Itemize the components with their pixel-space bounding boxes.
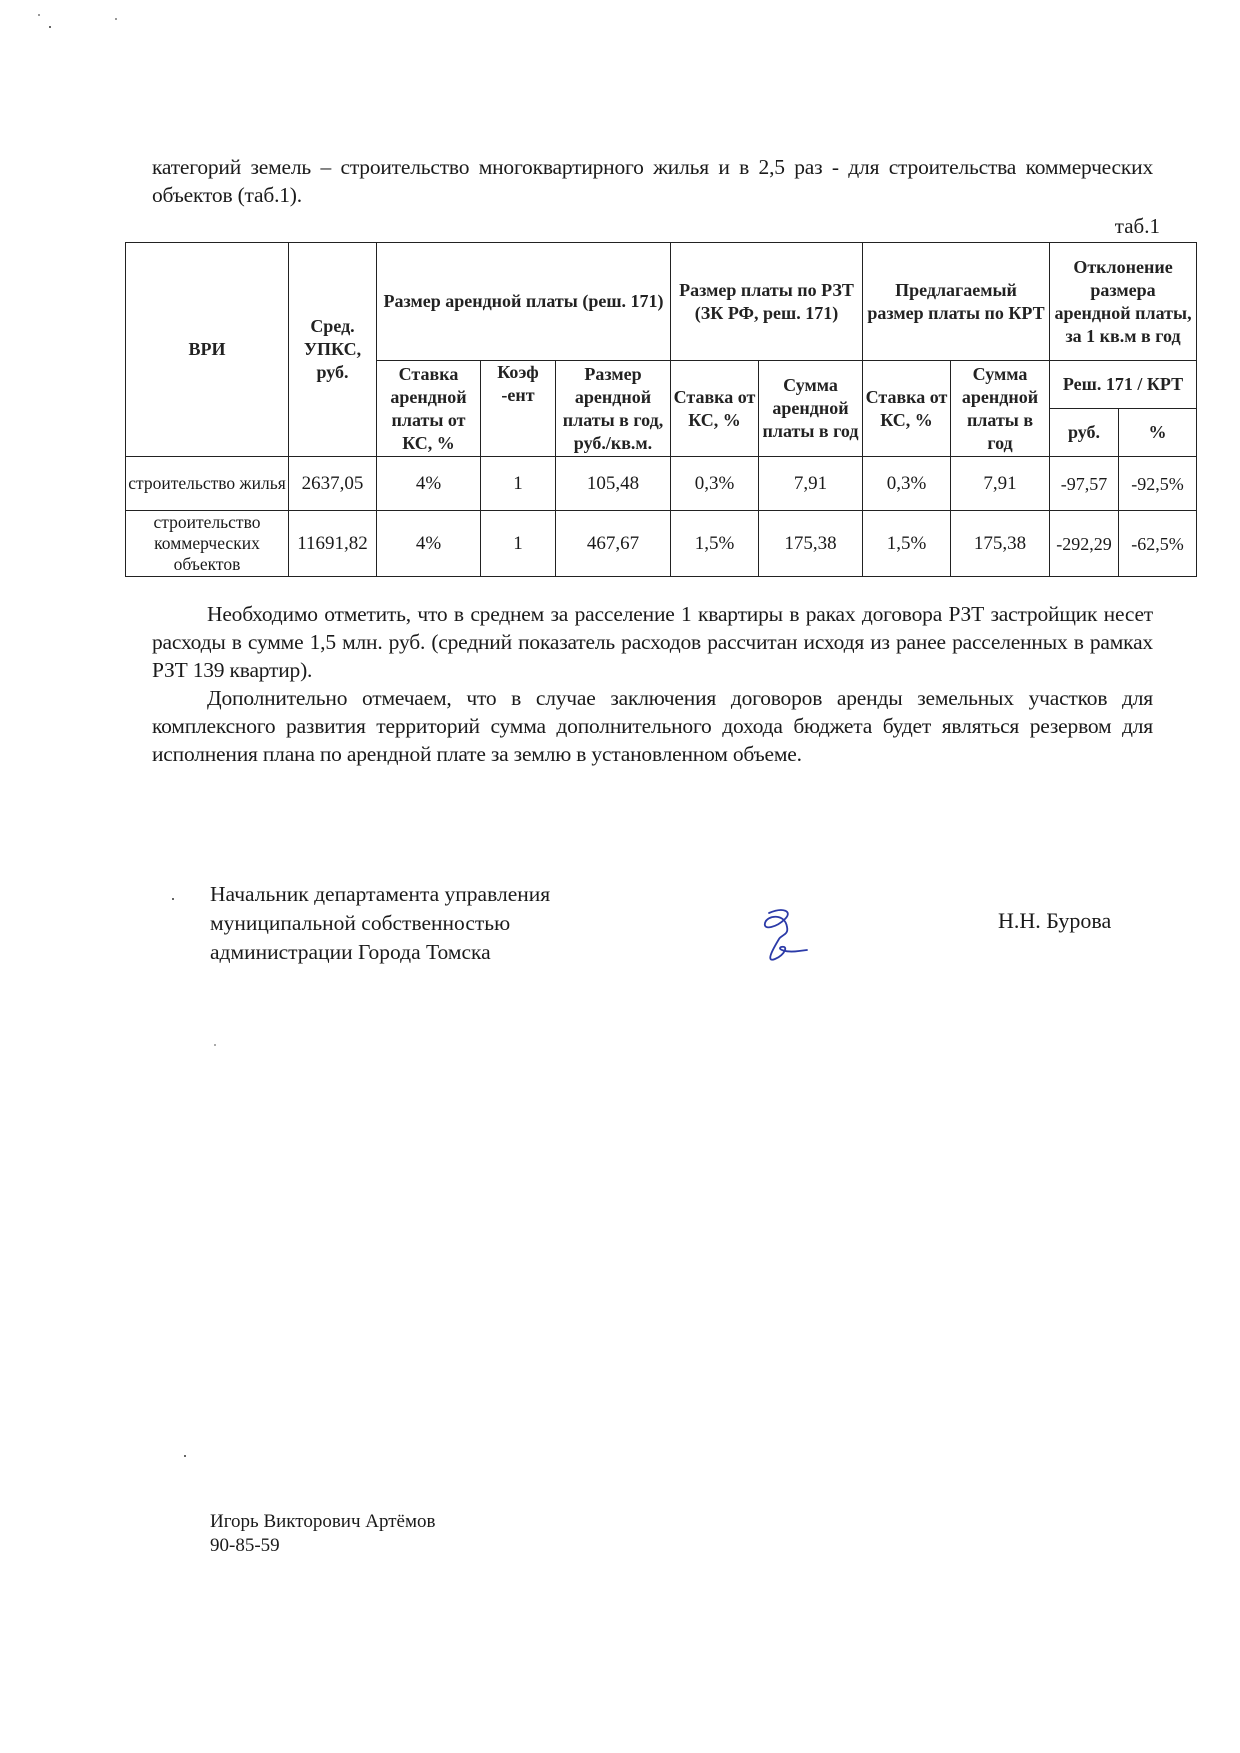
cell-rent-size: 105,48 bbox=[556, 457, 671, 511]
header-rzt-group: Размер платы по РЗТ (ЗК РФ, реш. 171) bbox=[671, 243, 863, 361]
paragraph-resettlement-costs: Необходимо отметить, что в среднем за расселение 1 квартиры в раках договора РЗТ застройщик несет расходы в сумме 1,5 млн. руб. (средний показатель расходов рассчитан исходя из ранее расселенных в рамках РЗТ 139 квартир). bbox=[152, 602, 1153, 682]
cell-vri: строительство коммерческих объектов bbox=[126, 511, 289, 577]
cell-krt-sum: 175,38 bbox=[951, 511, 1050, 577]
cell-rent-rate: 4% bbox=[377, 457, 481, 511]
scan-speck bbox=[115, 18, 117, 20]
header-vri: ВРИ bbox=[126, 243, 289, 457]
header-deviation-sub: Реш. 171 / КРТ bbox=[1050, 361, 1197, 409]
cell-vri: строительство жилья bbox=[126, 457, 289, 511]
signatory-name: Н.Н. Бурова bbox=[998, 908, 1112, 933]
scan-speck bbox=[38, 14, 40, 16]
header-rent-rate: Ставка арендной платы от КС, % bbox=[377, 361, 481, 457]
signatory-position bbox=[210, 880, 550, 967]
contact-phone: 90-85-59 bbox=[210, 1535, 280, 1556]
cell-krt-sum: 7,91 bbox=[951, 457, 1050, 511]
cell-dev-pct: -62,5% bbox=[1119, 511, 1197, 577]
cell-rzt-rate: 0,3% bbox=[671, 457, 759, 511]
cell-rent-size: 467,67 bbox=[556, 511, 671, 577]
cell-rzt-sum: 175,38 bbox=[759, 511, 863, 577]
header-krt-rate: Ставка от КС, % bbox=[863, 361, 951, 457]
handwritten-signature bbox=[755, 905, 835, 967]
cell-coef: 1 bbox=[481, 457, 556, 511]
signature-stroke bbox=[765, 910, 807, 960]
cell-upks: 2637,05 bbox=[289, 457, 377, 511]
header-krt-group: Предлагаемый размер платы по КРТ bbox=[863, 243, 1050, 361]
rent-comparison-table bbox=[125, 242, 1197, 577]
scan-speck bbox=[172, 898, 174, 900]
cell-coef: 1 bbox=[481, 511, 556, 577]
cell-rent-rate: 4% bbox=[377, 511, 481, 577]
table-row bbox=[126, 457, 1197, 511]
header-rent-size: Размер арендной платы в год, руб./кв.м. bbox=[556, 361, 671, 457]
header-rzt-sum: Сумма арендной платы в год bbox=[759, 361, 863, 457]
contact-person: Игорь Викторович Артёмов bbox=[210, 1511, 436, 1532]
position-line: администрации Города Томска bbox=[210, 940, 491, 964]
header-rzt-rate: Ставка от КС, % bbox=[671, 361, 759, 457]
header-coef: Коэф -ент bbox=[481, 361, 556, 457]
header-dev-rub: руб. bbox=[1050, 409, 1119, 457]
header-krt-sum: Сумма арендной платы в год bbox=[951, 361, 1050, 457]
cell-rzt-sum: 7,91 bbox=[759, 457, 863, 511]
cell-dev-rub: -292,29 bbox=[1050, 511, 1119, 577]
table-row bbox=[126, 511, 1197, 577]
cell-rzt-rate: 1,5% bbox=[671, 511, 759, 577]
position-line: Начальник департамента управления bbox=[210, 882, 551, 906]
scan-speck bbox=[49, 26, 51, 28]
header-rent-group: Размер арендной платы (реш. 171) bbox=[377, 243, 671, 361]
intro-paragraph: категорий земель – строительство многоквартирного жилья и в 2,5 раз - для строительства коммерческих объектов (таб.1). bbox=[152, 155, 1153, 207]
cell-upks: 11691,82 bbox=[289, 511, 377, 577]
header-deviation-group: Отклонение размера арендной платы, за 1 кв.м в год bbox=[1050, 243, 1197, 361]
position-line: муниципальной собственностью bbox=[210, 911, 511, 935]
cell-krt-rate: 0,3% bbox=[863, 457, 951, 511]
table-label: таб.1 bbox=[1114, 214, 1160, 238]
contact-block bbox=[210, 1510, 435, 1558]
scan-speck bbox=[184, 1455, 186, 1457]
cell-dev-rub: -97,57 bbox=[1050, 457, 1119, 511]
header-upks: Сред. УПКС, руб. bbox=[289, 243, 377, 457]
table-header-row-1 bbox=[126, 243, 1197, 361]
header-dev-pct: % bbox=[1119, 409, 1197, 457]
paragraph-additional-income: Дополнительно отмечаем, что в случае заключения договоров аренды земельных участков для комплексного развития территорий сумма дополнительного дохода бюджета будет являться резервом для исполнения плана по арендной плате за землю в установленном объеме. bbox=[152, 686, 1153, 766]
scan-speck bbox=[214, 1044, 216, 1046]
cell-krt-rate: 1,5% bbox=[863, 511, 951, 577]
cell-dev-pct: -92,5% bbox=[1119, 457, 1197, 511]
